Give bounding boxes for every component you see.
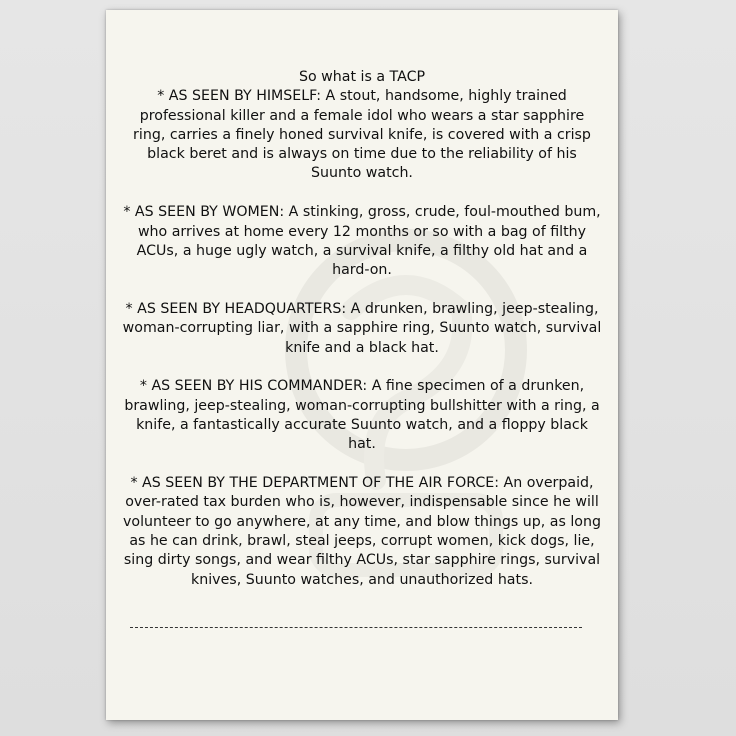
printed-card — [106, 10, 618, 720]
paragraph-headquarters: * AS SEEN BY HEADQUARTERS: A drunken, brawling, jeep-stealing, woman-corrupting liar, with a sapphire ring, Suunto watch, survival knife and a black hat. — [122, 300, 602, 356]
paragraph-text: * AS SEEN BY HIMSELF: A stout, handsome, highly trained professional killer and a female idol who wears a star sapphire ring, carries a finely honed survival knife, is covered with a crisp black beret and is always on time due to the reliability of his Suunto watch. — [133, 88, 591, 182]
paragraph-air-force: * AS SEEN BY THE DEPARTMENT OF THE AIR FORCE: An overpaid, over-rated tax burden who is, however, indispensable since he will volunteer to go anywhere, at any time, and blow things up, as long as he can drink, brawl, steal jeeps, corrupt women, kick dogs, lie, sing dirty songs, and wear filthy ACUs, star sapphire rings, survival knives, Suunto watches, and unauthorized hats. — [123, 475, 601, 588]
paragraph-himself — [122, 68, 602, 184]
document-body — [122, 68, 602, 609]
document-title: So what is a TACP — [298, 69, 426, 85]
paragraph-women: * AS SEEN BY WOMEN: A stinking, gross, crude, foul-mouthed bum, who arrives at home every 12 months or so with a bag of filthy ACUs, a huge ugly watch, a survival knife, a filthy old hat and a hard-on. — [123, 204, 601, 279]
paragraph-commander: * AS SEEN BY HIS COMMANDER: A fine specimen of a drunken, brawling, jeep-stealing, woman-corrupting bullshitter with a ring, a knife, a fantastically accurate Suunto watch, and a floppy black hat. — [124, 378, 600, 453]
dashed-divider — [130, 627, 582, 628]
